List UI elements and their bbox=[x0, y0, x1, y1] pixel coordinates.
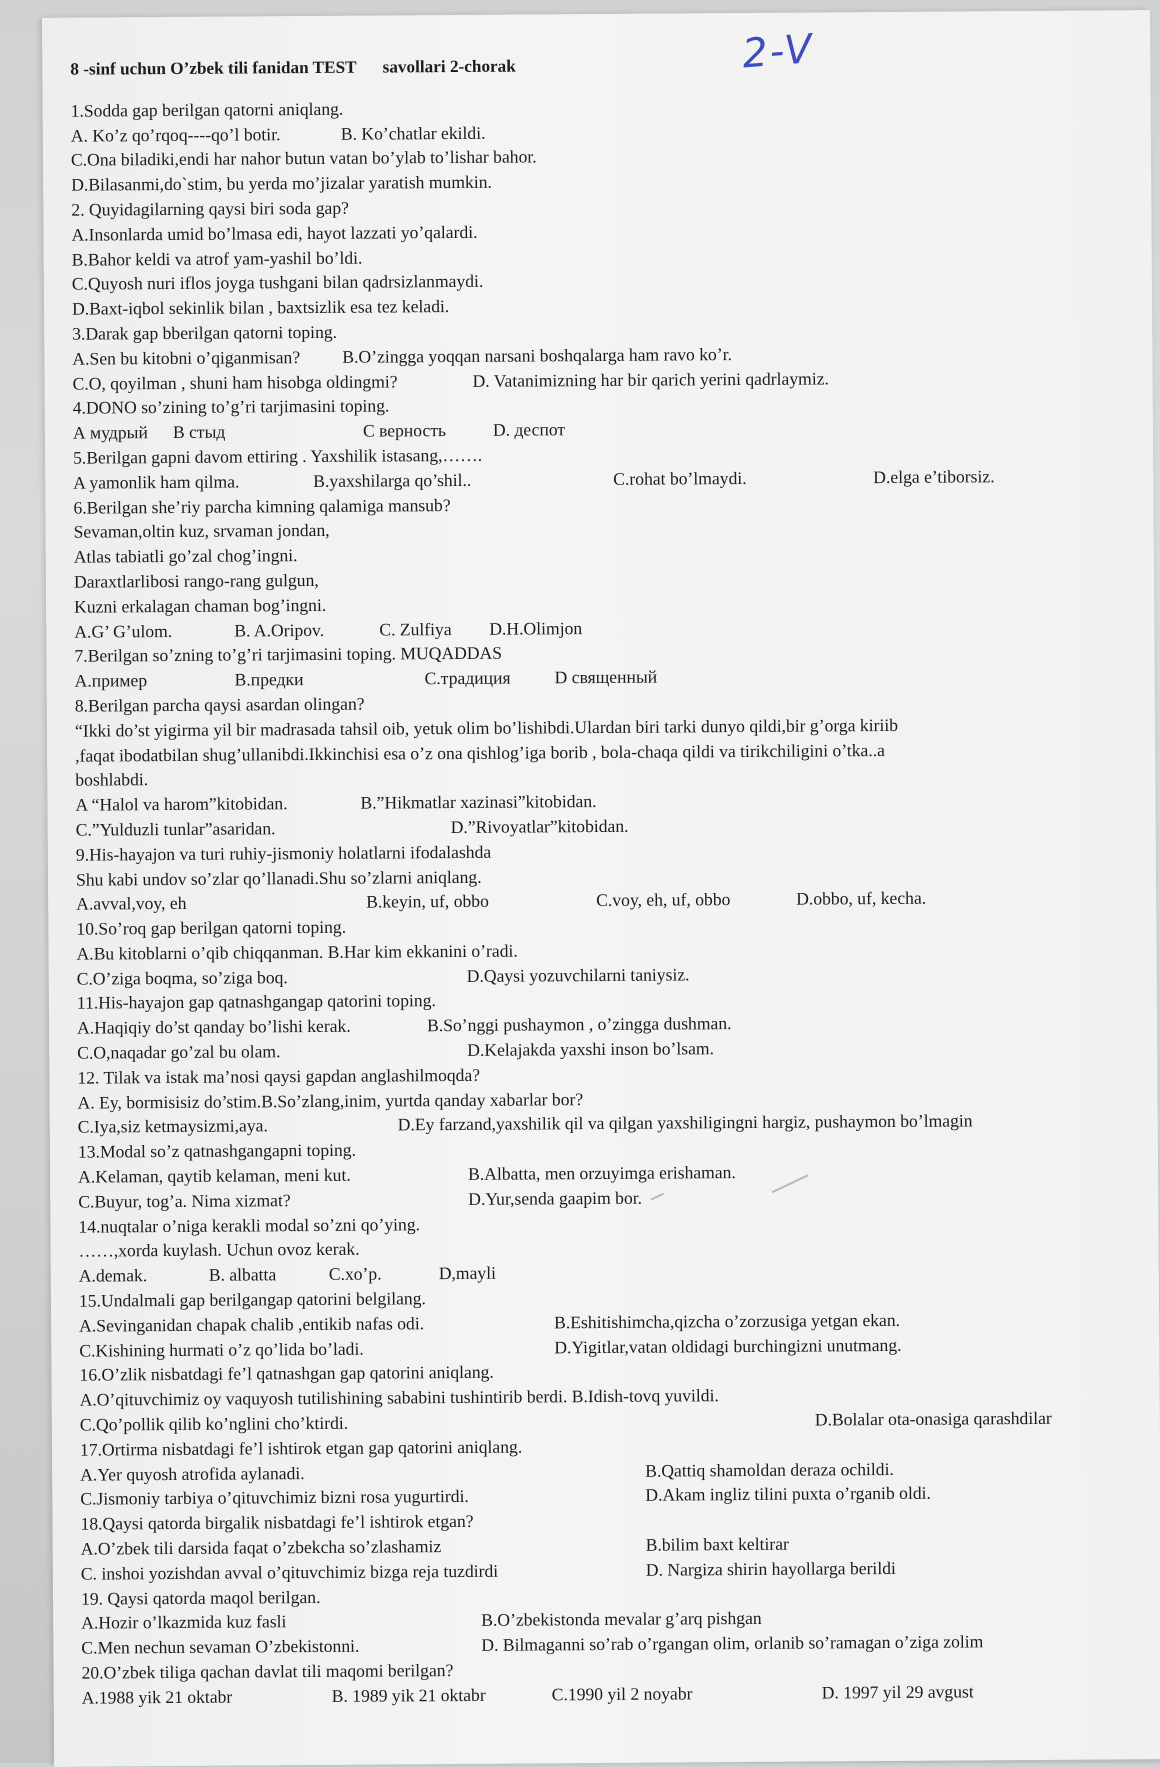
answer-option: A.Haqiqiy do’st qanday bo’lishi kerak. bbox=[76, 1016, 351, 1038]
question-text: 7.Berilgan so’zning to’g’ri tarjimasini toping. MUQADDAS bbox=[74, 642, 503, 666]
answer-option: C.rohat bo’lmaydi. bbox=[613, 467, 747, 489]
question-text: 11.His-hayajon gap qatnashgangap qatorini toping. bbox=[76, 990, 436, 1014]
text-line: C.Ona biladiki,endi har nahor butun vatan bo’ylab to’lishar bahor. bbox=[70, 146, 537, 171]
answer-option: D.H.Olimjon bbox=[489, 617, 583, 639]
text-line: A.O’qituvchimiz oy vaquyosh tutilishining sababini tushintirib berdi. B.Idish-tovq yuvildi. bbox=[79, 1385, 719, 1410]
answer-option: C. Zulfiya bbox=[379, 618, 452, 640]
answer-option: C.традиция bbox=[424, 667, 511, 689]
answer-option: C.O,naqadar go’zal bu olam. bbox=[77, 1041, 281, 1063]
text-line: Kuzni erkalagan chaman bog’ingni. bbox=[74, 594, 327, 617]
answer-option: B.Qattiq shamoldan deraza ochildi. bbox=[645, 1458, 894, 1481]
answer-option: A yamonlik ham qilma. bbox=[73, 471, 240, 493]
answer-option: A.G’ G’ulom. bbox=[74, 620, 173, 642]
answer-option: A “Halol va harom”kitobidan. bbox=[75, 793, 288, 815]
answer-option: C.Jismoniy tarbiya o’qituvchimiz bizni rosa yugurtirdi. bbox=[80, 1486, 469, 1510]
answer-option: D.obbo, uf, kecha. bbox=[796, 888, 927, 909]
answer-option: D.Yigitlar,vatan oldidagi burchingizni unutmang. bbox=[554, 1334, 902, 1357]
question-text: 10.So’roq gap berilgan qatorni toping. bbox=[76, 916, 347, 939]
answer-option: D священный bbox=[554, 666, 658, 688]
answer-option: B. albatta bbox=[208, 1264, 277, 1285]
text-line: A.Insonlarda umid bo’lmasa edi, hayot lazzati yo’qalardi. bbox=[71, 221, 478, 245]
answer-option: D,mayli bbox=[438, 1262, 497, 1284]
answer-option: B.Albatta, men orzuyimga erishaman. bbox=[468, 1162, 736, 1184]
answer-option: B.O’zingga yoqqan narsani boshqalarga ham ravo ko’r. bbox=[342, 343, 733, 367]
page-title-right: savollari 2-chorak bbox=[382, 56, 516, 77]
answer-option: A.пример bbox=[74, 670, 148, 691]
question-text: 19. Qaysi qatorda maqol berilgan. bbox=[80, 1586, 321, 1609]
text-line: boshlabdi. bbox=[75, 769, 149, 790]
answer-option: C.O, qoyilman , shuni ham hisobga oldingmi? bbox=[72, 370, 398, 394]
answer-option: B.”Hikmatlar xazinasi”kitobidan. bbox=[360, 791, 597, 813]
answer-option: C.Qo’pollik qilib ko’nglini cho’ktirdi. bbox=[79, 1412, 349, 1435]
question-text: 4.DONO so’zining to’g’ri tarjimasini toping. bbox=[72, 395, 390, 419]
question-text: 3.Darak gap bberilgan qatorni toping. bbox=[72, 321, 338, 344]
question-text: 8.Berilgan parcha qaysi asardan olingan? bbox=[74, 693, 365, 716]
page-title bbox=[70, 50, 1140, 82]
answer-option: B.yaxshilarga qo’shil.. bbox=[313, 469, 472, 491]
answer-option: B. 1989 yik 21 oktabr bbox=[331, 1684, 486, 1706]
question-text: 1.Sodda gap berilgan qatorni aniqlang. bbox=[70, 98, 344, 121]
answer-option: D. Nargiza shirin hayollarga berildi bbox=[645, 1557, 896, 1580]
question-text: 20.O’zbek tiliga qachan davlat tili maqomi berilgan? bbox=[81, 1660, 454, 1683]
question-text: 16.O’zlik nisbatdagi fe’l qatnashgan gap qatorini aniqlang. bbox=[79, 1362, 494, 1386]
question-text: 6.Berilgan she’riy parcha kimning qalamiga mansub? bbox=[73, 494, 451, 518]
answer-option: D.Bolalar ota-onasiga qarashdilar bbox=[814, 1407, 1052, 1430]
text-line: D.Bilasanmi,do`stim, bu yerda mo’jizalar yaratish mumkin. bbox=[71, 171, 492, 195]
answer-option: A.Sen bu kitobni o’qiganmisan? bbox=[72, 346, 301, 369]
handwritten-variant-mark: 2-V bbox=[740, 26, 816, 78]
answer-option: A.demak. bbox=[78, 1265, 148, 1286]
question-list bbox=[71, 91, 1152, 1710]
answer-option: D.Akam ingliz tilini puxta o’rganib oldi. bbox=[645, 1483, 931, 1506]
answer-option: B.Eshitishimcha,qizcha o’zorzusiga yetgan ekan. bbox=[554, 1309, 901, 1333]
answer-option: C.Kishining hurmati o’z qo’lida bo’ladi. bbox=[79, 1338, 364, 1361]
answer-option: B.keyin, uf, obbo bbox=[366, 891, 489, 912]
answer-option: A.O’zbek tili darsida faqat o’zbekcha so’zlashamiz bbox=[80, 1536, 442, 1559]
answer-option: C.Men nechun sevaman O’zbekistonni. bbox=[81, 1635, 360, 1658]
answer-option: B. A.Oripov. bbox=[234, 619, 325, 641]
answer-option: D. деспот bbox=[492, 419, 566, 440]
text-line: A.Bu kitoblarni o’qib chiqqanman. B.Har kim ekkanini o’radi. bbox=[76, 940, 518, 964]
text-line: C.Quyosh nuri iflos joyga tushgani bilan qadrsizlanmaydi. bbox=[71, 271, 484, 295]
text-line: ……,xorda kuylash. Uchun ovoz kerak. bbox=[78, 1239, 360, 1262]
text-line: “Ikki do’st yigirma yil bir madrasada tahsil oib, yetuk olim bo’lishibdi.Ulardan biri tarki dunyo qildi,bir g’orga kiriib bbox=[74, 714, 899, 741]
question-text: 14.nuqtalar o’niga kerakli modal so’zni qo’ying. bbox=[78, 1213, 421, 1237]
question-text: 13.Modal so’z qatnashgangapni toping. bbox=[77, 1139, 357, 1162]
answer-option: С верность bbox=[362, 420, 447, 441]
answer-option: B.So’nggi pushaymon , o’zingga dushman. bbox=[426, 1013, 732, 1036]
answer-option: D.Ey farzand,yaxshilik qil va qilgan yaxshiligingni hargiz, pushaymon bo’lmagin bbox=[397, 1110, 973, 1135]
answer-option: D.Qaysi yozuvchilarni taniysiz. bbox=[466, 964, 690, 986]
answer-option: B.предки bbox=[234, 669, 304, 690]
answer-option: B.O’zbekistonda mevalar g’arq pishgan bbox=[481, 1608, 762, 1631]
answer-option: C.1990 yil 2 noyabr bbox=[551, 1683, 693, 1705]
text-line: Daraxtlarlibosi rango-rang gulgun, bbox=[73, 569, 319, 592]
answer-option: В стыд bbox=[172, 421, 226, 443]
page-title-main: 8 -sinf uchun O’zbek tili fanidan TEST bbox=[70, 57, 357, 79]
answer-option: D.Kelajakda yaxshi inson bo’lsam. bbox=[467, 1038, 715, 1061]
answer-option: C.Iya,siz ketmaysizmi,aya. bbox=[77, 1115, 268, 1138]
answer-option: D.Yur,senda gaapim bor. bbox=[468, 1187, 643, 1209]
question-text: 2. Quyidagilarning qaysi biri soda gap? bbox=[71, 197, 349, 220]
answer-option: C. inshoi yozishdan avval o’qituvchimiz bizga reja tuzdirdi bbox=[80, 1560, 499, 1584]
question-text: 18.Qaysi qatorda birgalik nisbatdagi fe’l ishtirok etgan? bbox=[80, 1511, 474, 1534]
text-line: D.Baxt-iqbol sekinlik bilan , baxtsizlik esa tez keladi. bbox=[71, 296, 450, 319]
answer-option: A.Kelaman, qaytib kelaman, meni kut. bbox=[78, 1164, 351, 1187]
answer-option: C.voy, eh, uf, obbo bbox=[596, 889, 731, 911]
answer-option: D. Bilmaganni so’rab o’rgangan olim, orlanib so’ramagan o’ziga zolim bbox=[481, 1631, 984, 1656]
text-line: B.Bahor keldi va atrof yam-yashil bo’ldi. bbox=[71, 247, 363, 270]
test-content bbox=[70, 50, 1152, 1710]
question-text: 9.His-hayajon va turi ruhiy-jismoniy holatlarni ifodalashda bbox=[75, 841, 492, 865]
answer-option: D. 1997 yil 29 avgust bbox=[821, 1681, 974, 1703]
answer-option: A.avval,voy, eh bbox=[76, 893, 187, 914]
question-text: 5.Berilgan gapni davom ettiring . Yaxshilik istasang,……. bbox=[73, 444, 483, 468]
answer-option: C.Buyur, tog’a. Nima xizmat? bbox=[78, 1190, 291, 1212]
answer-option: D.”Rivoyatlar”kitobidan. bbox=[450, 815, 629, 837]
answer-option: A.Hozir o’lkazmida kuz fasli bbox=[81, 1611, 287, 1634]
answer-option: C.”Yulduzli tunlar”asaridan. bbox=[75, 818, 276, 840]
answer-option: A. Ko’z qo’rqoq----qo’l botir. bbox=[70, 123, 281, 146]
answer-option: C.O’ziga boqma, so’ziga boq. bbox=[76, 966, 288, 989]
text-line: Atlas tabiatli go’zal chog’ingni. bbox=[73, 545, 298, 567]
answer-option: C.xo’p. bbox=[328, 1263, 382, 1285]
answer-option: A.Yer quyosh atrofida aylanadi. bbox=[80, 1462, 305, 1485]
answer-option: B.bilim baxt keltirar bbox=[645, 1533, 789, 1555]
answer-option: D.elga e’tiborsiz. bbox=[873, 465, 995, 487]
answer-option: B. Ko’chatlar ekildi. bbox=[340, 122, 486, 144]
text-line: A. Ey, bormisisiz do’stim.B.So’zlang,inim, yurtda qanday xabarlar bor? bbox=[77, 1088, 584, 1113]
text-line: ,faqat ibodatbilan shug’ullanibdi.Ikkinchisi esa o’z ona qishlog’iga borib , bola-chaqa qildi va tirikchiligini o’tka..a bbox=[75, 739, 885, 766]
question-text: 12. Tilak va istak ma’nosi qaysi gapdan anglashilmoqda? bbox=[77, 1064, 481, 1088]
answer-option: A.1988 yik 21 oktabr bbox=[81, 1686, 233, 1708]
question-text: 15.Undalmali gap berilgangap qatorini belgilang. bbox=[78, 1288, 426, 1311]
question-text: 17.Ortirma nisbatdagi fe’l ishtirok etgan gap qatorini aniqlang. bbox=[79, 1436, 523, 1460]
text-line: Shu kabi undov so’zlar qo’llanadi.Shu so’zlarni aniqlang. bbox=[75, 866, 482, 890]
text-line: Sevaman,oltin kuz, srvaman jondan, bbox=[73, 520, 330, 543]
answer-option: А мудрый bbox=[72, 422, 148, 443]
answer-option: D. Vatanimizning har bir qarich yerini qadrlaymiz. bbox=[472, 367, 829, 391]
answer-option: A.Sevinganidan chapak chalib ,entikib nafas odi. bbox=[79, 1313, 425, 1336]
test-paper-sheet bbox=[42, 10, 1160, 1767]
